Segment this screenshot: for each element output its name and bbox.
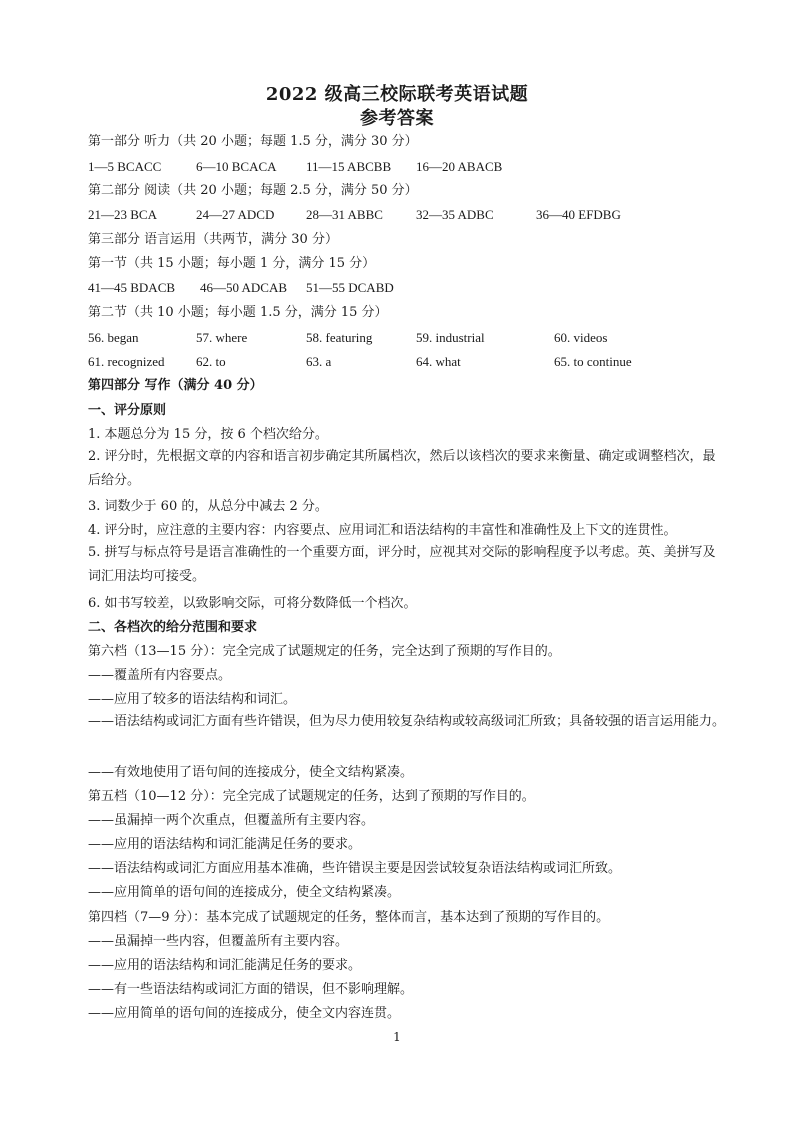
part2-heading: 第二部分 阅读（共 20 小题；每题 2.5 分，满分 50 分） (88, 183, 418, 198)
part3-section2-row2 (88, 353, 728, 371)
answer-group: 32—35 ADBC (416, 207, 494, 222)
levels-heading: 二、各档次的给分范围和要求 (88, 620, 258, 635)
part3-section2-heading: 第二节（共 10 小题；每小题 1.5 分，满分 15 分） (88, 305, 388, 320)
level6-item: ——语法结构或词汇方面有些许错误，但为尽力使用较复杂结构或较高级词汇所致；具备较强的语言运用能力。 (88, 714, 726, 729)
answer-group: 51—55 DCABD (306, 280, 394, 295)
part2-answers-row (88, 206, 728, 224)
level5-item: ——虽漏掉一两个次重点，但覆盖所有主要内容。 (88, 813, 375, 828)
level4-item: ——应用简单的语句间的连接成分，使全文内容连贯。 (88, 1006, 401, 1021)
answer-group: 21—23 BCA (88, 207, 157, 222)
answer-item: 63. a (306, 354, 332, 369)
level5-item: ——语法结构或词汇方面应用基本准确，些许错误主要是因尝试较复杂语法结构或词汇所致。 (88, 861, 622, 876)
answer-item: 56. began (88, 330, 139, 345)
part1-heading: 第一部分 听力（共 20 小题；每题 1.5 分，满分 30 分） (88, 134, 418, 149)
page-number: 1 (393, 1030, 401, 1044)
level5-title: 第五档（10—12 分）：完全完成了试题规定的任务，达到了预期的写作目的。 (88, 789, 535, 804)
part3-heading: 第三部分 语言运用（共两节，满分 30 分） (88, 232, 338, 247)
part1-answers-row (88, 158, 728, 176)
answer-group: 24—27 ADCD (196, 207, 275, 222)
part3-section2-row1 (88, 329, 728, 347)
answer-item: 58. featuring (306, 330, 373, 345)
answer-group: 6—10 BCACA (196, 159, 277, 174)
answer-item: 57. where (196, 330, 248, 345)
level5-item: ——应用简单的语句间的连接成分，使全文结构紧凑。 (88, 885, 401, 900)
answer-group: 11—15 ABCBB (306, 159, 392, 174)
level5-item: ——应用的语法结构和词汇能满足任务的要求。 (88, 837, 362, 852)
principle-item: 5. 拼写与标点符号是语言准确性的一个重要方面，评分时，应视其对交际的影响程度予以考虑。英、美拼写及词汇用法均可接受。 (88, 545, 716, 584)
part4-heading: 第四部分 写作（满分 40 分） (88, 378, 263, 393)
level4-item: ——虽漏掉一些内容，但覆盖所有主要内容。 (88, 934, 349, 949)
answer-item: 65. to continue (554, 354, 632, 369)
answer-item: 61. recognized (88, 354, 165, 369)
answer-item: 60. videos (554, 330, 608, 345)
level6-item: ——覆盖所有内容要点。 (88, 668, 232, 683)
level4-item: ——应用的语法结构和词汇能满足任务的要求。 (88, 958, 362, 973)
document-title: 2022 级高三校际联考英语试题 (265, 84, 529, 105)
answer-group: 16—20 ABACB (416, 159, 503, 174)
principle-item: 2. 评分时，先根据文章的内容和语言初步确定其所属档次，然后以该档次的要求来衡量、确定或调整档次，最后给分。 (88, 449, 716, 488)
principles-heading: 一、评分原则 (88, 403, 167, 418)
level4-item: ——有一些语法结构或词汇方面的错误，但不影响理解。 (88, 982, 414, 997)
level6-title: 第六档（13—15 分）：完全完成了试题规定的任务，完全达到了预期的写作目的。 (88, 644, 561, 659)
principle-item: 3. 词数少于 60 的，从总分中减去 2 分。 (88, 499, 328, 514)
answer-group: 1—5 BCACC (88, 159, 162, 174)
answer-item: 59. industrial (416, 330, 485, 345)
part3-section1-heading: 第一节（共 15 小题；每小题 1 分，满分 15 分） (88, 256, 376, 271)
answer-group: 36—40 EFDBG (536, 207, 621, 222)
document-subtitle: 参考答案 (360, 108, 434, 129)
principle-item: 6. 如书写较差，以致影响交际，可将分数降低一个档次。 (88, 596, 417, 611)
answer-group: 46—50 ADCAB (200, 280, 288, 295)
answer-group: 28—31 ABBC (306, 207, 383, 222)
part3-section1-answers-row (88, 279, 728, 297)
level6-item: ——有效地使用了语句间的连接成分，使全文结构紧凑。 (88, 765, 414, 780)
level6-item: ——应用了较多的语法结构和词汇。 (88, 692, 297, 707)
answer-item: 64. what (416, 354, 461, 369)
answer-item: 62. to (196, 354, 226, 369)
principle-item: 4. 评分时，应注意的主要内容：内容要点、应用词汇和语法结构的丰富性和准确性及上下文的连贯性。 (88, 523, 677, 538)
answer-group: 41—45 BDACB (88, 280, 176, 295)
principle-item: 1. 本题总分为 15 分，按 6 个档次给分。 (88, 427, 328, 442)
level4-title: 第四档（7—9 分）：基本完成了试题规定的任务，整体而言，基本达到了预期的写作目的。 (88, 910, 610, 925)
